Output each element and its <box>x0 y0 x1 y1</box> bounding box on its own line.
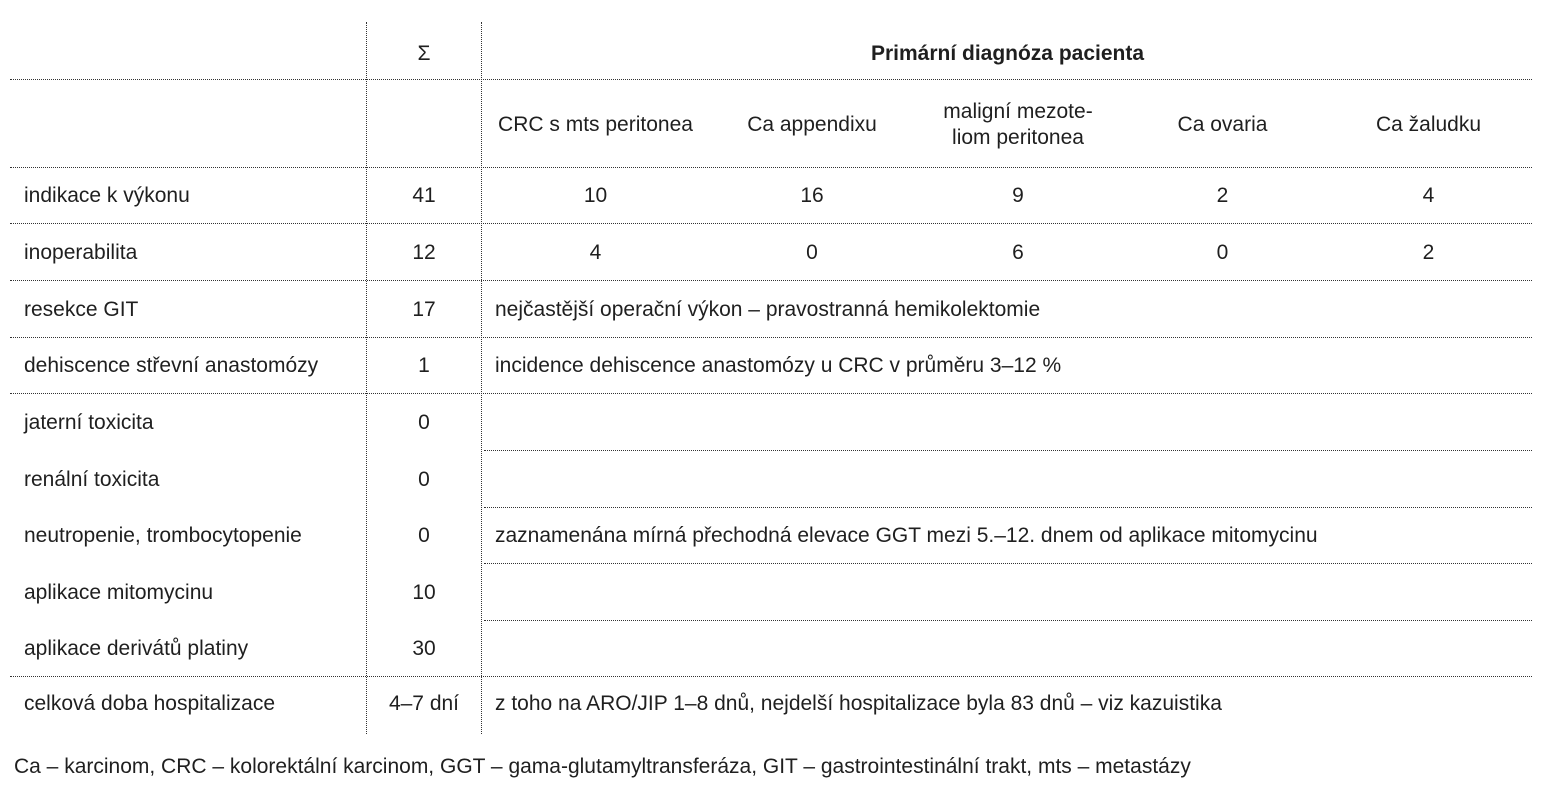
row-note: incidence dehiscence anastomózy u CRC v průměru 3–12 % <box>495 354 1062 377</box>
row-label: celková doba hospitalizace <box>24 692 275 715</box>
group-title: Primární diagnóza pacienta <box>870 41 1145 65</box>
row-sum: 0 <box>418 524 430 547</box>
table-cell: 0 <box>1216 240 1229 264</box>
table-cell: 2 <box>1216 184 1229 207</box>
table-cell: 10 <box>583 184 608 207</box>
row-divider <box>10 280 1532 281</box>
column-header: CRC s mts peritonea <box>498 112 693 136</box>
row-label: aplikace derivátů platiny <box>24 637 249 660</box>
row-label: neutropenie, trombocytopenie <box>24 524 302 547</box>
row-divider <box>10 167 1532 168</box>
column-header: maligní mezote- liom peritonea <box>943 99 1093 149</box>
row-divider <box>484 450 1532 451</box>
row-sum: 30 <box>412 637 436 660</box>
table-cell: 6 <box>1012 240 1024 264</box>
row-divider <box>484 507 1532 508</box>
column-divider <box>366 22 367 734</box>
row-note: nejčastější operační výkon – pravostranná hemikolektomie <box>495 297 1041 321</box>
column-divider <box>481 22 482 734</box>
row-sum: 12 <box>412 240 436 264</box>
row-sum: 0 <box>418 410 430 434</box>
row-divider <box>10 393 1532 394</box>
row-sum: 0 <box>418 467 430 491</box>
row-sum: 1 <box>418 354 430 377</box>
column-header: Ca appendixu <box>747 112 877 136</box>
table-footnote: Ca – karcinom, CRC – kolorektální karcinom, GGT – gama-glutamyltransferáza, GIT – gastrointestinální trakt, mts – metastázy <box>14 755 1191 778</box>
row-sum: 41 <box>412 184 436 207</box>
table-cell: 2 <box>1422 240 1435 264</box>
table-cell: 0 <box>806 240 818 264</box>
table-cell: 4 <box>589 240 602 264</box>
row-sum: 10 <box>412 580 436 604</box>
row-divider <box>10 223 1532 224</box>
row-label: dehiscence střevní anastomózy <box>24 354 319 377</box>
row-divider <box>484 620 1532 621</box>
table-cell: 4 <box>1422 184 1435 207</box>
toxicity-note: zaznamenána mírná přechodná elevace GGT mezi 5.–12. dnem od aplikace mitomycinu <box>495 524 1318 547</box>
column-header: Ca ovaria <box>1177 112 1268 136</box>
row-divider <box>10 676 1532 677</box>
row-label: indikace k výkonu <box>24 184 190 207</box>
sigma-header: Σ <box>417 41 431 65</box>
column-header: Ca žaludku <box>1375 112 1482 136</box>
row-label: jaterní toxicita <box>24 410 154 434</box>
row-divider <box>10 337 1532 338</box>
row-label: resekce GIT <box>24 297 139 321</box>
table-cell: 16 <box>800 184 824 207</box>
row-label: inoperabilita <box>24 240 138 264</box>
row-sum: 17 <box>412 297 436 321</box>
table-cell: 9 <box>1012 184 1024 207</box>
row-sum: 4–7 dní <box>388 692 460 715</box>
row-divider <box>484 563 1532 564</box>
row-label: aplikace mitomycinu <box>24 580 214 604</box>
row-note: z toho na ARO/JIP 1–8 dnů, nejdelší hospitalizace byla 83 dnů – viz kazuistika <box>495 692 1222 715</box>
row-divider <box>10 79 1532 80</box>
row-label: renální toxicita <box>24 467 160 491</box>
